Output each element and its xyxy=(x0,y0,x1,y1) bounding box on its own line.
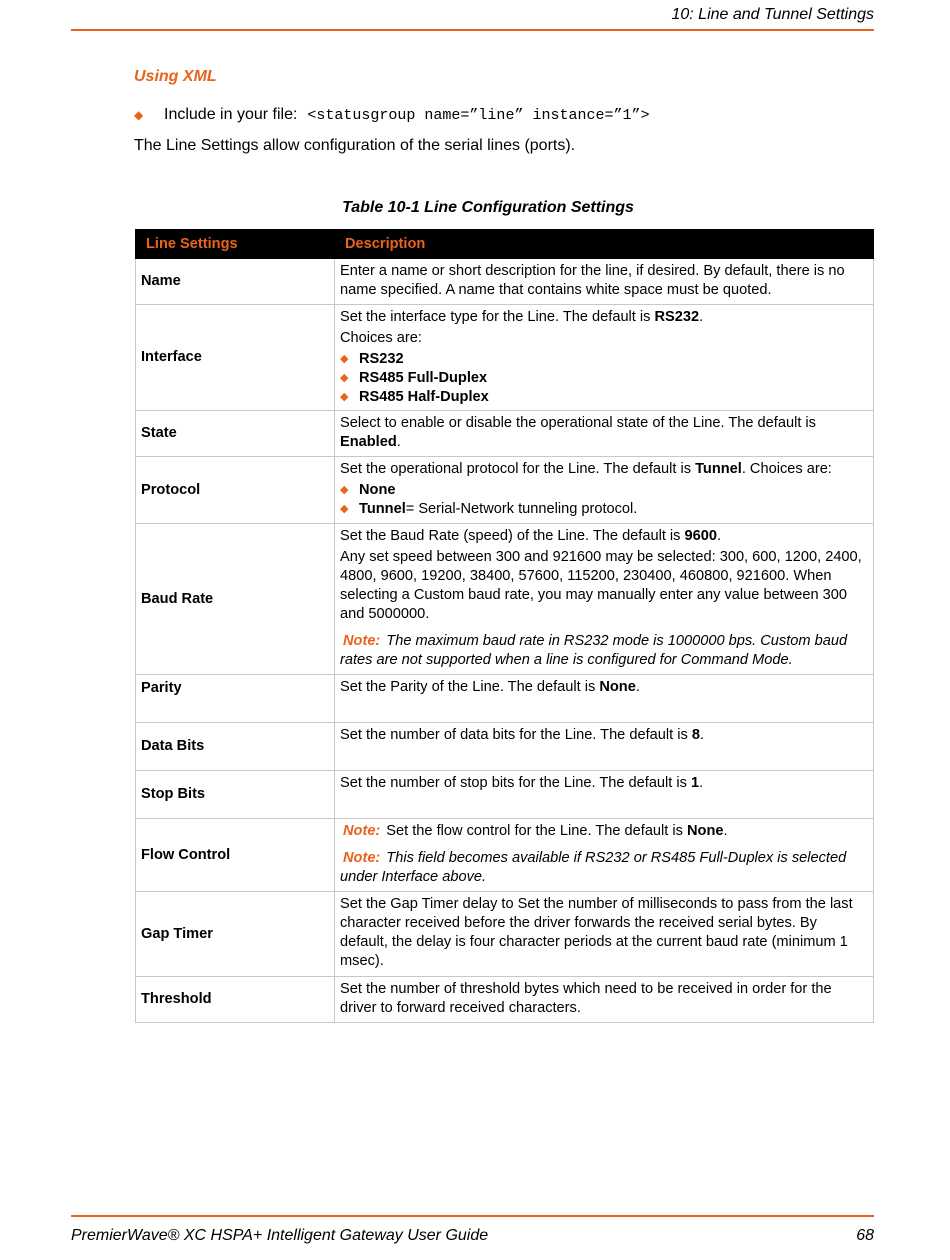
diamond-icon: ◆ xyxy=(340,484,349,496)
diamond-icon: ◆ xyxy=(340,353,349,365)
choices-list xyxy=(340,481,867,519)
setting-description xyxy=(335,411,874,457)
table-row xyxy=(136,892,874,977)
setting-name: Interface xyxy=(136,305,335,411)
choices-label: Choices are: xyxy=(340,330,422,346)
table-row xyxy=(136,305,874,411)
diamond-icon: ◆ xyxy=(340,372,349,384)
footer-rule xyxy=(71,1215,874,1217)
description-text: Note: Set the flow control for the Line. The default is None. xyxy=(343,823,728,839)
setting-description xyxy=(335,723,874,771)
page-number: 68 xyxy=(856,1227,874,1244)
setting-name: Threshold xyxy=(136,977,335,1023)
include-code: <statusgroup name=”line” instance=”1”> xyxy=(307,106,650,124)
diamond-icon: ◆ xyxy=(340,503,349,515)
description-text: Set the number of stop bits for the Line. The default is 1. xyxy=(340,775,704,791)
setting-name: Gap Timer xyxy=(136,892,335,977)
table-row xyxy=(136,675,874,723)
setting-description xyxy=(335,977,874,1023)
table-header-row xyxy=(136,230,874,259)
setting-description xyxy=(335,259,874,305)
setting-description xyxy=(335,771,874,819)
setting-name: Flow Control xyxy=(136,819,335,892)
column-header-setting: Line Settings xyxy=(136,230,335,259)
include-label: Include in your file: xyxy=(164,106,298,123)
setting-name: Name xyxy=(136,259,335,305)
description-text: Set the Gap Timer delay to Set the number of milliseconds to pass from the last character received before the driver forwards the received serial bytes. By default, the delay is four character periods at the current baud rate (minimum 1 msec). xyxy=(340,896,853,969)
setting-description xyxy=(335,892,874,977)
description-text: Set the Parity of the Line. The default is None. xyxy=(340,679,640,695)
table-row xyxy=(136,259,874,305)
description-text: Set the number of data bits for the Line. The default is 8. xyxy=(340,727,705,743)
note-label: Note: xyxy=(343,823,381,839)
list-item: ◆ RS232 xyxy=(340,351,404,367)
setting-description xyxy=(335,524,874,675)
column-header-description: Description xyxy=(335,230,874,259)
setting-description xyxy=(335,675,874,723)
note: Note: The maximum baud rate in RS232 mode is 1000000 bps. Custom baud rates are not supported when a line is configured for Command Mode. xyxy=(340,633,848,668)
list-item: ◆ Tunnel = Serial-Network tunneling protocol. xyxy=(340,501,638,517)
header-rule xyxy=(71,29,874,31)
description-text: Set the Baud Rate (speed) of the Line. The default is 9600. xyxy=(340,528,722,544)
table-row xyxy=(136,457,874,524)
diamond-icon: ◆ xyxy=(134,108,144,122)
table-row xyxy=(136,723,874,771)
list-item: ◆ RS485 Full-Duplex xyxy=(340,370,488,386)
running-header: 10: Line and Tunnel Settings xyxy=(671,6,874,23)
description-text: Any set speed between 300 and 921600 may be selected: 300, 600, 1200, 2400, 4800, 9600, 19200, 38400, 57600, 115200, 230400, 460800, 921600. When selecting a Custom baud rate, you may manually enter any value between 300 and 5000000. xyxy=(340,549,862,622)
list-item: ◆ None xyxy=(340,482,396,498)
intro-text: The Line Settings allow configuration of the serial lines (ports). xyxy=(134,137,576,154)
include-bullet xyxy=(134,106,649,124)
table-row xyxy=(136,411,874,457)
description-text: Set the operational protocol for the Line. The default is Tunnel. Choices are: xyxy=(340,461,832,477)
setting-name: Parity xyxy=(136,675,335,723)
line-settings-table xyxy=(135,229,874,1023)
description-text: Set the interface type for the Line. The default is RS232. xyxy=(340,309,704,325)
list-item: ◆ RS485 Half-Duplex xyxy=(340,389,489,405)
description-text: Enter a name or short description for the line, if desired. By default, there is no name specified. A name that contains white space must be quoted. xyxy=(340,263,845,298)
table-row xyxy=(136,977,874,1023)
setting-description xyxy=(335,457,874,524)
setting-name: Baud Rate xyxy=(136,524,335,675)
description-text: Set the number of threshold bytes which need to be received in order for the driver to forward received characters. xyxy=(340,981,832,1016)
table-row xyxy=(136,524,874,675)
note: Note: This field becomes available if RS232 or RS485 Full-Duplex is selected under Interface above. xyxy=(340,850,847,885)
table-row xyxy=(136,819,874,892)
setting-description xyxy=(335,819,874,892)
diamond-icon: ◆ xyxy=(340,391,349,403)
setting-description xyxy=(335,305,874,411)
setting-name: Stop Bits xyxy=(136,771,335,819)
table-row xyxy=(136,771,874,819)
setting-name: Protocol xyxy=(136,457,335,524)
description-text: Select to enable or disable the operational state of the Line. The default is Enabled. xyxy=(340,415,816,450)
footer-title: PremierWave® XC HSPA+ Intelligent Gateway User Guide xyxy=(71,1227,489,1244)
choices-list xyxy=(340,350,867,407)
note-label: Note: xyxy=(343,633,381,649)
note-label: Note: xyxy=(343,850,381,866)
setting-name: Data Bits xyxy=(136,723,335,771)
table-caption: Table 10-1 Line Configuration Settings xyxy=(342,199,634,216)
setting-name: State xyxy=(136,411,335,457)
section-heading: Using XML xyxy=(134,68,217,85)
